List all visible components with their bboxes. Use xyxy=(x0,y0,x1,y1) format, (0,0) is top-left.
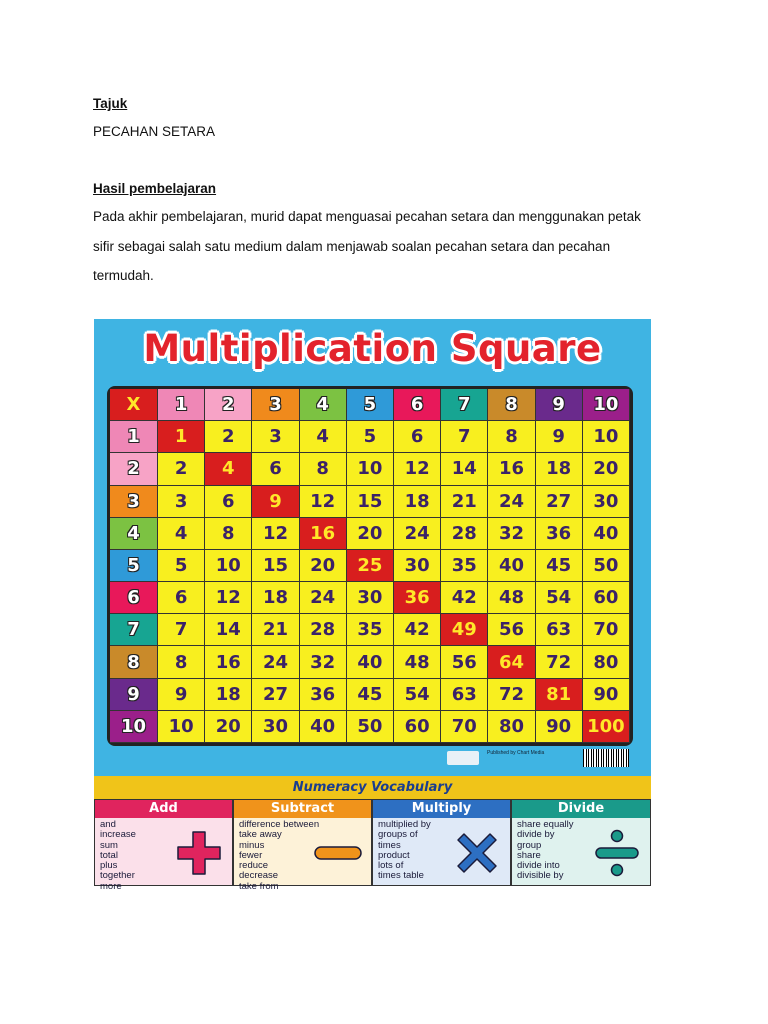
product-cell: 18 xyxy=(205,679,252,711)
product-cell: 8 xyxy=(205,518,252,550)
vocabulary-word: difference between xyxy=(239,819,320,830)
square-number-cell: 49 xyxy=(441,614,488,646)
product-cell: 80 xyxy=(488,711,535,743)
vocabulary-word: increase xyxy=(100,829,136,841)
operation-multiply xyxy=(372,799,511,886)
vocabulary-word: take away xyxy=(239,829,282,841)
operation-heading: Add xyxy=(95,800,232,818)
product-cell: 27 xyxy=(252,679,299,711)
operation-subtract xyxy=(233,799,372,892)
vocabulary-title: Numeracy Vocabulary xyxy=(292,780,453,795)
operation-heading: Divide xyxy=(512,800,650,818)
operation-words xyxy=(239,820,319,892)
vocabulary-word: decrease xyxy=(239,870,279,882)
product-cell: 42 xyxy=(394,614,441,646)
product-cell: 20 xyxy=(205,711,252,743)
row-header: 7 xyxy=(110,614,158,646)
product-cell: 28 xyxy=(441,518,488,550)
product-cell: 6 xyxy=(158,582,205,614)
vocabulary-word: share equally xyxy=(517,819,574,830)
product-cell: 30 xyxy=(394,550,441,582)
row-header: 10 xyxy=(110,711,158,743)
product-cell: 32 xyxy=(300,646,347,678)
vocabulary-word: times xyxy=(378,839,401,851)
row-header: 9 xyxy=(110,679,158,711)
row-header: 1 xyxy=(110,421,158,453)
product-cell: 54 xyxy=(536,582,583,614)
column-header: 10 xyxy=(583,389,630,421)
outcome-heading: Hasil pembelajaran xyxy=(93,181,217,196)
product-cell: 28 xyxy=(300,614,347,646)
square-number-cell: 4 xyxy=(205,453,252,485)
divide-icon xyxy=(592,828,642,878)
square-number-cell: 25 xyxy=(347,550,394,582)
product-cell: 18 xyxy=(252,582,299,614)
multiply-icon xyxy=(452,828,502,878)
square-number-cell: 36 xyxy=(394,582,441,614)
product-cell: 3 xyxy=(158,486,205,518)
column-header: 4 xyxy=(300,389,347,421)
product-cell: 2 xyxy=(158,453,205,485)
column-header: 8 xyxy=(488,389,535,421)
operation-heading: Subtract xyxy=(234,800,371,818)
product-cell: 60 xyxy=(394,711,441,743)
publisher-logo xyxy=(447,751,479,765)
vocabulary-word: reduce xyxy=(239,860,269,872)
column-header: 1 xyxy=(158,389,205,421)
minus-icon xyxy=(313,828,363,878)
product-cell: 24 xyxy=(252,646,299,678)
product-cell: 63 xyxy=(536,614,583,646)
product-cell: 40 xyxy=(488,550,535,582)
multiplication-grid-frame xyxy=(107,386,633,746)
product-cell: 16 xyxy=(205,646,252,678)
product-cell: 56 xyxy=(441,646,488,678)
product-cell: 5 xyxy=(158,550,205,582)
vocabulary-word: divisible by xyxy=(517,870,564,882)
square-number-cell: 100 xyxy=(583,711,630,743)
product-cell: 5 xyxy=(347,421,394,453)
vocabulary-word: share xyxy=(517,849,541,861)
grid-corner-x: X xyxy=(110,389,158,421)
publisher-strip xyxy=(107,747,633,769)
product-cell: 10 xyxy=(158,711,205,743)
product-cell: 10 xyxy=(347,453,394,485)
column-header: 5 xyxy=(347,389,394,421)
product-cell: 8 xyxy=(300,453,347,485)
product-cell: 21 xyxy=(441,486,488,518)
product-cell: 56 xyxy=(488,614,535,646)
title-value: PECAHAN SETARA xyxy=(93,124,216,139)
product-cell: 4 xyxy=(158,518,205,550)
product-cell: 12 xyxy=(205,582,252,614)
product-cell: 90 xyxy=(583,679,630,711)
product-cell: 40 xyxy=(583,518,630,550)
vocabulary-word: product xyxy=(378,849,410,861)
product-cell: 14 xyxy=(441,453,488,485)
operation-words xyxy=(517,820,574,882)
vocabulary-word: total xyxy=(100,849,118,861)
vocabulary-word: lots of xyxy=(378,860,404,872)
publisher-text: Published by Chart Media xyxy=(487,750,545,756)
column-header: 9 xyxy=(536,389,583,421)
vocabulary-word: multiplied by xyxy=(378,819,431,830)
product-cell: 21 xyxy=(252,614,299,646)
product-cell: 8 xyxy=(488,421,535,453)
product-cell: 36 xyxy=(536,518,583,550)
product-cell: 30 xyxy=(347,582,394,614)
row-header: 5 xyxy=(110,550,158,582)
vocabulary-word: group xyxy=(517,839,542,851)
product-cell: 42 xyxy=(441,582,488,614)
square-number-cell: 1 xyxy=(158,421,205,453)
product-cell: 9 xyxy=(536,421,583,453)
product-cell: 15 xyxy=(252,550,299,582)
product-cell: 14 xyxy=(205,614,252,646)
square-number-cell: 81 xyxy=(536,679,583,711)
product-cell: 15 xyxy=(347,486,394,518)
vocabulary-word: divide into xyxy=(517,860,560,872)
column-header: 6 xyxy=(394,389,441,421)
row-header: 2 xyxy=(110,453,158,485)
vocabulary-word: fewer xyxy=(239,849,263,861)
vocabulary-word: together xyxy=(100,870,135,882)
product-cell: 18 xyxy=(536,453,583,485)
operations-panel xyxy=(94,799,651,892)
vocabulary-word: plus xyxy=(100,860,118,872)
product-cell: 45 xyxy=(536,550,583,582)
barcode-icon xyxy=(583,749,629,767)
row-header: 3 xyxy=(110,486,158,518)
product-cell: 12 xyxy=(394,453,441,485)
product-cell: 35 xyxy=(347,614,394,646)
operation-divide xyxy=(511,799,651,886)
product-cell: 4 xyxy=(300,421,347,453)
outcome-line-1: Pada akhir pembelajaran, murid dapat menguasai pecahan setara dan menggunakan petak xyxy=(93,209,641,224)
vocabulary-word: take from xyxy=(239,880,279,892)
product-cell: 18 xyxy=(394,486,441,518)
row-header: 4 xyxy=(110,518,158,550)
product-cell: 63 xyxy=(441,679,488,711)
title-heading: Tajuk xyxy=(93,96,128,111)
product-cell: 3 xyxy=(252,421,299,453)
outcome-line-3: termudah. xyxy=(93,268,154,283)
product-cell: 6 xyxy=(394,421,441,453)
square-number-cell: 9 xyxy=(252,486,299,518)
column-header: 3 xyxy=(252,389,299,421)
vocabulary-word: times table xyxy=(378,870,424,882)
product-cell: 27 xyxy=(536,486,583,518)
product-cell: 10 xyxy=(583,421,630,453)
square-number-cell: 16 xyxy=(300,518,347,550)
product-cell: 20 xyxy=(300,550,347,582)
product-cell: 70 xyxy=(583,614,630,646)
product-cell: 48 xyxy=(394,646,441,678)
product-cell: 9 xyxy=(158,679,205,711)
product-cell: 36 xyxy=(300,679,347,711)
vocabulary-word: and xyxy=(100,819,116,830)
product-cell: 35 xyxy=(441,550,488,582)
vocabulary-word: divide by xyxy=(517,829,555,841)
product-cell: 20 xyxy=(347,518,394,550)
product-cell: 40 xyxy=(300,711,347,743)
product-cell: 24 xyxy=(394,518,441,550)
product-cell: 24 xyxy=(488,486,535,518)
product-cell: 60 xyxy=(583,582,630,614)
product-cell: 50 xyxy=(347,711,394,743)
product-cell: 8 xyxy=(158,646,205,678)
square-number-cell: 64 xyxy=(488,646,535,678)
vocabulary-word: sum xyxy=(100,839,118,851)
poster-title: Multiplication Square xyxy=(143,327,602,370)
product-cell: 30 xyxy=(252,711,299,743)
vocabulary-word: minus xyxy=(239,839,265,851)
product-cell: 54 xyxy=(394,679,441,711)
vocabulary-bar xyxy=(94,776,651,799)
operation-add xyxy=(94,799,233,892)
multiplication-grid xyxy=(110,389,630,743)
product-cell: 2 xyxy=(205,421,252,453)
product-cell: 10 xyxy=(205,550,252,582)
product-cell: 80 xyxy=(583,646,630,678)
product-cell: 50 xyxy=(583,550,630,582)
vocabulary-word: groups of xyxy=(378,829,418,841)
multiplication-square-poster xyxy=(94,319,651,892)
product-cell: 72 xyxy=(488,679,535,711)
row-header: 6 xyxy=(110,582,158,614)
plus-icon xyxy=(174,828,224,878)
product-cell: 7 xyxy=(158,614,205,646)
product-cell: 20 xyxy=(583,453,630,485)
column-header: 2 xyxy=(205,389,252,421)
product-cell: 6 xyxy=(205,486,252,518)
product-cell: 12 xyxy=(300,486,347,518)
product-cell: 6 xyxy=(252,453,299,485)
product-cell: 12 xyxy=(252,518,299,550)
product-cell: 70 xyxy=(441,711,488,743)
operation-heading: Multiply xyxy=(373,800,510,818)
product-cell: 32 xyxy=(488,518,535,550)
product-cell: 30 xyxy=(583,486,630,518)
outcome-line-2: sifir sebagai salah satu medium dalam menjawab soalan pecahan setara dan pecahan xyxy=(93,239,611,254)
product-cell: 48 xyxy=(488,582,535,614)
product-cell: 40 xyxy=(347,646,394,678)
product-cell: 72 xyxy=(536,646,583,678)
product-cell: 16 xyxy=(488,453,535,485)
product-cell: 7 xyxy=(441,421,488,453)
vocabulary-word: more xyxy=(100,880,122,892)
row-header: 8 xyxy=(110,646,158,678)
column-header: 7 xyxy=(441,389,488,421)
product-cell: 24 xyxy=(300,582,347,614)
product-cell: 45 xyxy=(347,679,394,711)
operation-words xyxy=(378,820,431,882)
operation-words xyxy=(100,820,136,892)
product-cell: 90 xyxy=(536,711,583,743)
